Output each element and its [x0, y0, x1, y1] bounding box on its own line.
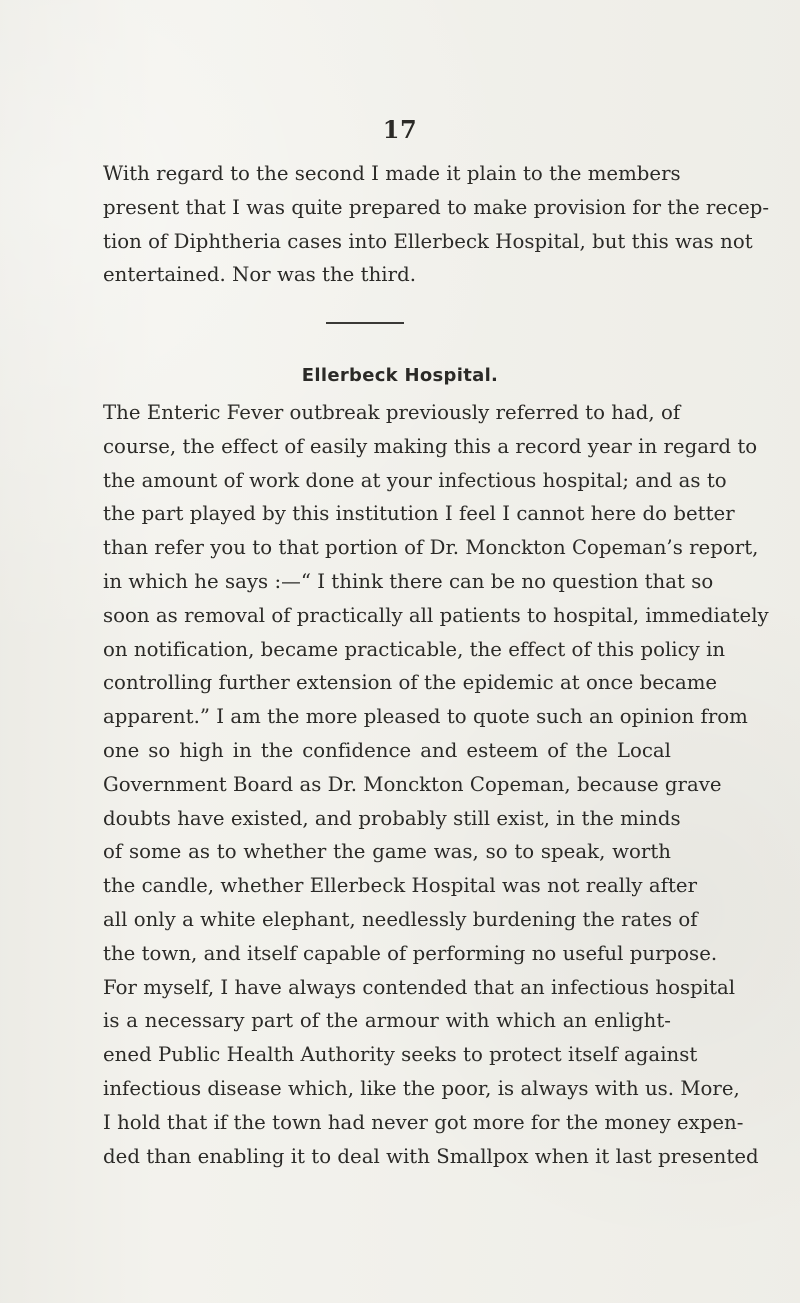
paragraph-1-line-4: entertained. Nor was the third.	[103, 263, 416, 287]
section-heading: Ellerbeck Hospital.	[301, 365, 499, 386]
paragraph-2-line-22: I hold that if the town had never got more for the money expen-	[103, 1110, 744, 1134]
paragraph-2-line-4: the part played by this institution I feel I cannot here do better	[103, 502, 735, 526]
paragraph-2-line-11: one so high in the confidence and esteem of the Local	[103, 738, 671, 762]
paragraph-2-line-19: is a necessary part of the armour with which an enlight-	[103, 1009, 671, 1033]
paragraph-2-line-7: soon as removal of practically all patients to hospital, immediately	[103, 603, 769, 627]
paragraph-2-line-5: than refer you to that portion of Dr. Monckton Copeman’s report,	[103, 536, 759, 560]
paragraph-2-line-12: Government Board as Dr. Monckton Copeman, because grave	[103, 772, 722, 796]
paragraph-2-line-8: on notification, became practicable, the effect of this policy in	[103, 637, 726, 661]
paragraph-2-line-3: the amount of work done at your infectious hospital; and as to	[103, 468, 727, 492]
paragraph-1-line-1: With regard to the second I made it plain to the members	[103, 162, 681, 185]
paragraph-1-line-2: present that I was quite prepared to make provision for the recep-	[103, 195, 770, 219]
paragraph-2	[103, 396, 769, 1173]
paragraph-2-line-9: controlling further extension of the epidemic at once became	[103, 671, 718, 695]
paragraph-2-line-16: all only a white elephant, needlessly burdening the rates of	[103, 907, 698, 931]
section-divider	[326, 322, 404, 324]
paragraph-2-line-1: The Enteric Fever outbreak previously referred to had, of	[103, 401, 681, 424]
paragraph-2-line-6: in which he says :—“ I think there can be no question that so	[103, 569, 714, 593]
paragraph-2-line-2: course, the effect of easily making this a record year in regard to	[103, 434, 758, 458]
paragraph-2-line-18: For myself, I have always contended that an infectious hospital	[103, 975, 736, 999]
paragraph-2-line-14: of some as to whether the game was, so to speak, worth	[103, 840, 671, 864]
paragraph-1-line-3: tion of Diphtheria cases into Ellerbeck Hospital, but this was not	[103, 229, 753, 253]
paragraph-2-line-20: ened Public Health Authority seeks to protect itself against	[103, 1043, 698, 1067]
paragraph-2-line-15: the candle, whether Ellerbeck Hospital was not really after	[103, 874, 698, 898]
paragraph-2-line-17: the town, and itself capable of performing no useful purpose.	[103, 941, 718, 965]
paragraph-2-line-23: ded than enabling it to deal with Smallpox when it last presented	[103, 1144, 759, 1168]
paragraph-2-line-13: doubts have existed, and probably still exist, in the minds	[103, 806, 681, 830]
paragraph-1	[103, 157, 770, 292]
paragraph-2-line-21: infectious disease which, like the poor, is always with us. More,	[103, 1076, 740, 1100]
page-number: 17	[382, 115, 418, 144]
paragraph-2-line-10: apparent.” I am the more pleased to quote such an opinion from	[103, 705, 748, 729]
